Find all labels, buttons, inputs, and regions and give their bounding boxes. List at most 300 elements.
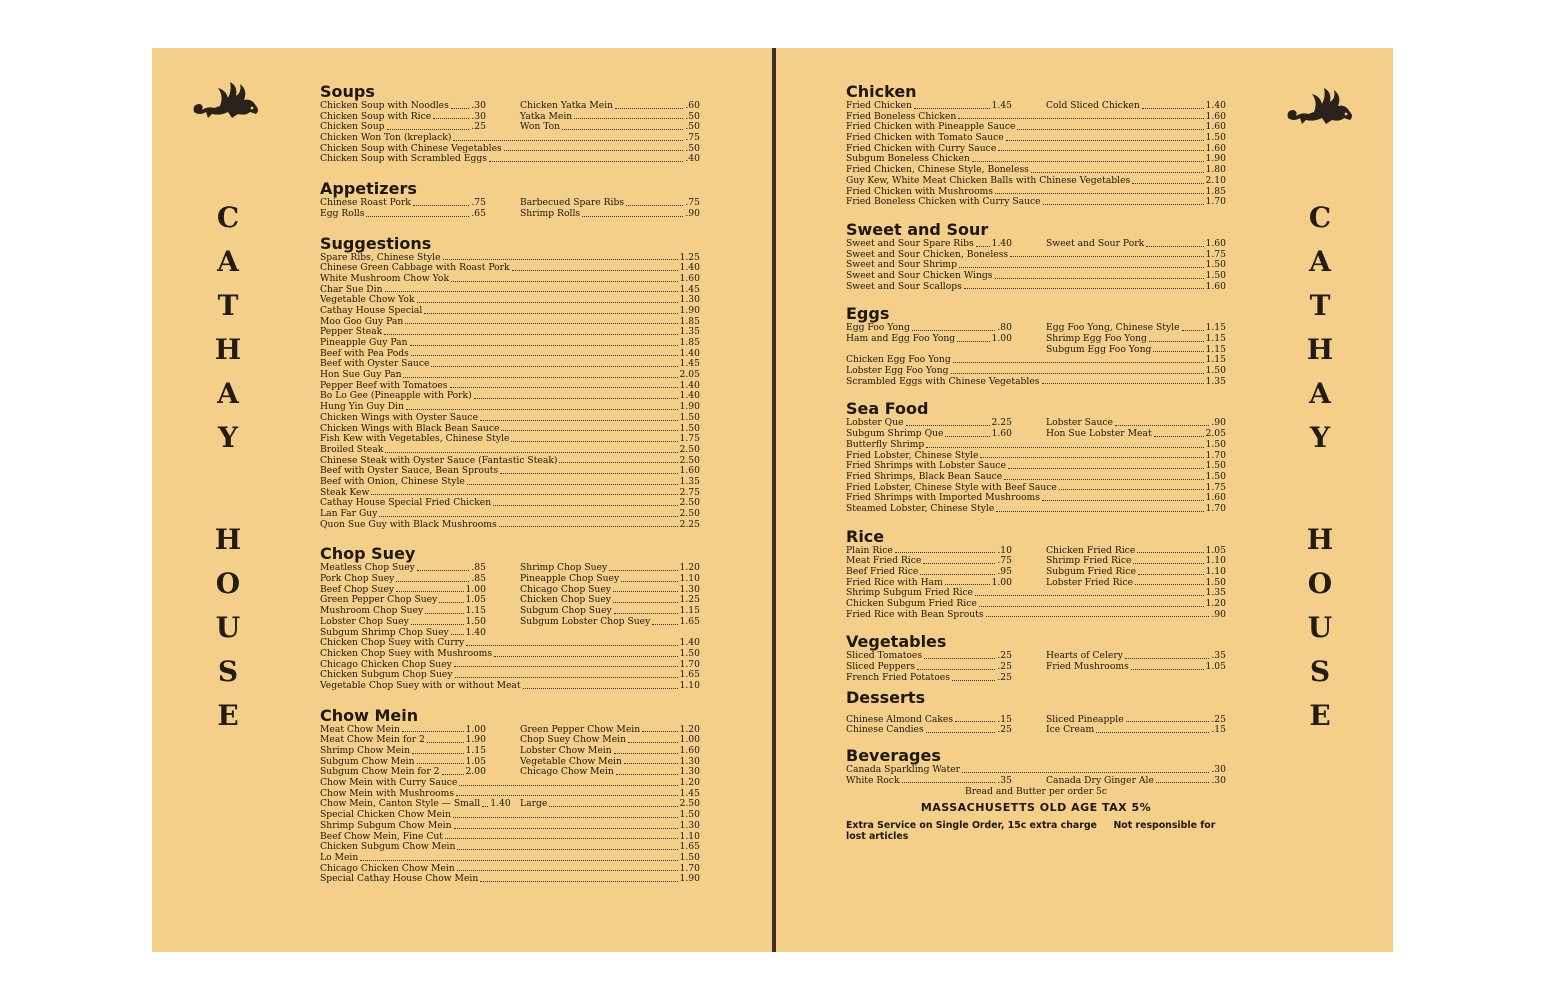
leader-dots bbox=[412, 746, 464, 754]
item-name: Chicken Won Ton (kreplack) bbox=[320, 132, 452, 144]
item-price: 1.45 bbox=[679, 358, 700, 370]
leader-dots bbox=[402, 725, 464, 733]
menu-row bbox=[846, 673, 1226, 684]
item-name: Subgum Shrimp Chop Suey bbox=[320, 626, 449, 638]
item-name: Chicago Chow Mein bbox=[520, 766, 614, 778]
item-price: 1.50 bbox=[465, 615, 486, 627]
item-price: 1.50 bbox=[679, 851, 700, 863]
menu-item bbox=[320, 853, 700, 864]
leader-dots bbox=[457, 864, 678, 872]
item-price: 1.50 bbox=[1205, 576, 1226, 588]
sea-food-section bbox=[846, 399, 1226, 514]
tax-note: MASSACHUSETTS OLD AGE TAX 5% bbox=[920, 801, 1152, 815]
item-price: 1.50 bbox=[1205, 438, 1226, 450]
title-letter: E bbox=[217, 699, 239, 732]
leader-dots bbox=[406, 402, 678, 410]
item-name: Steamed Lobster, Chinese Style bbox=[846, 502, 995, 514]
item-name: Cathay House Special bbox=[320, 304, 423, 316]
item-name: Chicken Egg Foo Yong bbox=[846, 354, 951, 366]
leader-dots bbox=[652, 617, 677, 625]
item-price: 1.60 bbox=[1205, 237, 1226, 249]
item-price: 1.50 bbox=[1205, 259, 1226, 271]
leader-dots bbox=[453, 810, 678, 818]
item-name: Sweet and Sour Spare Ribs bbox=[846, 237, 974, 249]
item-name: Ice Cream bbox=[1046, 724, 1095, 736]
menu-item bbox=[320, 821, 700, 832]
item-price: .85 bbox=[471, 573, 486, 585]
menu-row bbox=[846, 282, 1226, 293]
item-price: 1.85 bbox=[679, 337, 700, 348]
item-name: Subgum Egg Foo Yong bbox=[1046, 343, 1152, 355]
item-name: Vegetable Chow Yok bbox=[320, 294, 415, 306]
leader-dots bbox=[926, 725, 996, 733]
item-name: Cold Sliced Chicken bbox=[1046, 100, 1140, 111]
sweet-and-sour-section bbox=[846, 220, 1226, 292]
leader-dots bbox=[1137, 546, 1203, 554]
leader-dots bbox=[613, 585, 678, 593]
item-price: 1.60 bbox=[991, 428, 1012, 440]
item-price: 1.60 bbox=[1205, 280, 1226, 292]
item-price: 1.40 bbox=[679, 379, 700, 391]
section-title: Desserts bbox=[846, 687, 926, 707]
item-price: 1.70 bbox=[679, 658, 700, 670]
chow-mein-section bbox=[320, 706, 700, 885]
item-price: 1.15 bbox=[1205, 354, 1226, 366]
leader-dots bbox=[957, 334, 989, 342]
item-price: 1.45 bbox=[679, 283, 700, 295]
item-name: Egg Rolls bbox=[320, 207, 365, 219]
item-price: .85 bbox=[471, 562, 486, 574]
leader-dots bbox=[613, 595, 678, 603]
leader-dots bbox=[456, 789, 677, 797]
item-name: Lobster Fried Rice bbox=[1046, 576, 1134, 588]
item-price: 1.45 bbox=[991, 100, 1012, 111]
menu-row bbox=[846, 765, 1226, 776]
leader-dots bbox=[923, 556, 995, 564]
menu-item bbox=[320, 617, 486, 628]
item-price: 1.15 bbox=[679, 605, 700, 617]
leader-dots bbox=[443, 253, 678, 261]
item-price: .50 bbox=[685, 110, 700, 122]
section-title: Chop Suey bbox=[320, 544, 416, 564]
item-name: Lobster Egg Foo Yong bbox=[846, 365, 949, 377]
item-name: Fried Rice with Bean Sprouts bbox=[846, 608, 984, 620]
leader-dots bbox=[920, 567, 995, 575]
leader-dots bbox=[467, 477, 678, 485]
item-price: 1.40 bbox=[679, 262, 700, 274]
title-letter: A bbox=[217, 377, 239, 410]
leader-dots bbox=[512, 263, 678, 271]
item-name: Meatless Chop Suey bbox=[320, 562, 415, 574]
item-price: 2.05 bbox=[679, 369, 700, 381]
item-price: 1.50 bbox=[679, 411, 700, 423]
item-name: Chicken Soup with Scrambled Eggs bbox=[320, 153, 488, 165]
item-price: 2.10 bbox=[1205, 174, 1226, 186]
item-name: Fried Chicken, Chinese Style, Boneless bbox=[846, 164, 1029, 176]
lost-articles-note: Not responsible for lost articles bbox=[846, 820, 1216, 843]
leader-dots bbox=[1043, 197, 1204, 205]
item-price: 1.10 bbox=[679, 573, 700, 585]
title-letter: A bbox=[217, 245, 239, 278]
item-name: Green Pepper Chow Mein bbox=[520, 723, 641, 735]
title-letter: U bbox=[1307, 611, 1333, 644]
item-price: 1.75 bbox=[1205, 248, 1226, 260]
leader-dots bbox=[480, 413, 678, 421]
menu-row bbox=[320, 274, 700, 285]
item-price: 1.30 bbox=[679, 294, 700, 306]
section-title: Sea Food bbox=[846, 399, 929, 419]
item-name: Shrimp Subgum Fried Rice bbox=[846, 587, 973, 599]
leader-dots bbox=[1126, 715, 1210, 723]
item-price: 1.00 bbox=[465, 723, 486, 735]
item-price: 1.00 bbox=[991, 576, 1012, 588]
title-letter: S bbox=[1309, 655, 1331, 688]
menu-item bbox=[320, 842, 700, 853]
menu-items bbox=[320, 253, 700, 531]
leader-dots bbox=[924, 651, 995, 659]
leader-dots bbox=[459, 778, 677, 786]
item-price: .25 bbox=[997, 724, 1012, 736]
menu-item bbox=[1046, 662, 1226, 673]
item-name: Large bbox=[520, 798, 548, 810]
item-price: .25 bbox=[1211, 713, 1226, 725]
dragon-right-icon bbox=[1284, 82, 1358, 126]
item-price: .10 bbox=[997, 544, 1012, 556]
dragon-left-icon bbox=[190, 76, 264, 120]
item-name: Subgum Fried Rice bbox=[1046, 566, 1136, 577]
item-price: 1.00 bbox=[991, 333, 1012, 344]
item-name: Chicken Wings with Oyster Sauce bbox=[320, 411, 479, 423]
leader-dots bbox=[953, 355, 1204, 363]
leader-dots bbox=[371, 488, 677, 496]
title-letter: Y bbox=[1310, 421, 1330, 454]
menu-row bbox=[846, 334, 1226, 345]
leader-dots bbox=[628, 735, 678, 743]
menu-items bbox=[320, 101, 700, 165]
item-name: Lan Far Guy bbox=[320, 508, 378, 519]
item-price: 1.60 bbox=[1205, 142, 1226, 154]
item-price: 1.90 bbox=[1205, 153, 1226, 165]
leader-dots bbox=[1146, 239, 1203, 247]
menu-items bbox=[846, 651, 1226, 683]
item-price: 1.90 bbox=[465, 734, 486, 746]
leader-dots bbox=[1006, 133, 1204, 141]
title-letter: H bbox=[214, 523, 242, 556]
leader-dots bbox=[425, 606, 463, 614]
item-name: Won Ton bbox=[520, 121, 561, 133]
leader-dots bbox=[996, 504, 1203, 512]
leader-dots bbox=[396, 585, 463, 593]
item-price: .75 bbox=[471, 197, 486, 209]
item-name: Subgum Chop Suey bbox=[520, 605, 612, 617]
item-price: .35 bbox=[1211, 650, 1226, 662]
item-price: 1.65 bbox=[679, 669, 700, 681]
item-price: 1.20 bbox=[679, 562, 700, 574]
section-title: Chicken bbox=[846, 82, 917, 101]
item-name: Vegetable Chop Suey with or without Meat bbox=[320, 679, 521, 691]
menu-items bbox=[846, 715, 1226, 736]
item-name: Fried Chicken with Mushrooms bbox=[846, 185, 993, 197]
leader-dots bbox=[964, 282, 1204, 290]
item-price: 1.50 bbox=[679, 809, 700, 821]
leader-dots bbox=[454, 821, 678, 829]
item-price: 1.70 bbox=[679, 862, 700, 874]
item-price: 1.35 bbox=[1205, 587, 1226, 599]
leader-dots bbox=[453, 133, 683, 141]
leader-dots bbox=[1125, 651, 1209, 659]
item-name: Subgum Chow Mein for 2 bbox=[320, 766, 440, 778]
item-price: 1.35 bbox=[679, 326, 700, 338]
leader-dots bbox=[413, 198, 470, 206]
leader-dots bbox=[500, 466, 677, 474]
item-name: Meat Fried Rice bbox=[846, 555, 922, 567]
item-price: 1.30 bbox=[679, 583, 700, 595]
leader-dots bbox=[549, 799, 677, 807]
item-name: Subgum Shrimp Que bbox=[846, 428, 944, 440]
menu-item bbox=[846, 725, 1012, 736]
bread-note: Bread and Butter per order 5c bbox=[964, 786, 1108, 798]
leader-dots bbox=[387, 122, 470, 130]
right-menu-column bbox=[846, 82, 1226, 842]
leader-dots bbox=[445, 832, 678, 840]
menu-item bbox=[320, 681, 700, 692]
desserts-section bbox=[846, 688, 1226, 736]
leader-dots bbox=[405, 317, 677, 325]
vegetables-section bbox=[846, 632, 1226, 683]
leader-dots bbox=[1153, 345, 1203, 353]
item-name: Chow Mein with Curry Sauce bbox=[320, 777, 458, 789]
item-price: 1.15 bbox=[1205, 322, 1226, 334]
leader-dots bbox=[433, 112, 469, 120]
leader-dots bbox=[451, 101, 470, 109]
menu-item bbox=[1046, 239, 1226, 250]
menu-item bbox=[1046, 429, 1226, 440]
eggs-section bbox=[846, 304, 1226, 387]
item-price: 1.35 bbox=[679, 475, 700, 487]
item-price: 1.60 bbox=[679, 745, 700, 756]
item-name: Special Cathay House Chow Mein bbox=[320, 873, 479, 885]
menu-items bbox=[846, 765, 1226, 786]
leader-dots bbox=[955, 715, 995, 723]
item-name: Chicken Soup with Rice bbox=[320, 110, 432, 122]
leader-dots bbox=[511, 434, 677, 442]
menu-item bbox=[320, 274, 700, 285]
leader-dots bbox=[499, 520, 678, 528]
item-name: Subgum Boneless Chicken bbox=[846, 153, 970, 165]
item-name: Hon Sue Guy Pan bbox=[320, 369, 402, 381]
leader-dots bbox=[493, 498, 677, 506]
menu-row bbox=[320, 198, 700, 209]
item-price: 1.20 bbox=[679, 723, 700, 735]
leader-dots bbox=[1008, 461, 1204, 469]
item-price: .30 bbox=[1211, 774, 1226, 786]
item-price: 1.50 bbox=[1205, 460, 1226, 472]
menu-items bbox=[846, 101, 1226, 208]
leader-dots bbox=[979, 599, 1204, 607]
item-name: Fried Rice with Ham bbox=[846, 576, 943, 588]
item-name: Spare Ribs, Chinese Style bbox=[320, 251, 441, 263]
leader-dots bbox=[466, 638, 677, 646]
leader-dots bbox=[895, 546, 996, 554]
item-price: 1.30 bbox=[679, 755, 700, 767]
menu-row bbox=[320, 154, 700, 165]
item-name: Chow Mein, Canton Style — Small bbox=[320, 798, 481, 810]
leader-dots bbox=[958, 112, 1203, 120]
item-price: 1.60 bbox=[679, 465, 700, 477]
item-name: Fried Shrimps with Imported Mushrooms bbox=[846, 492, 1040, 504]
leader-dots bbox=[403, 370, 677, 378]
page-fold bbox=[772, 48, 776, 952]
leader-dots bbox=[914, 101, 990, 109]
leader-dots bbox=[482, 799, 488, 807]
title-letter: H bbox=[214, 333, 242, 366]
leader-dots bbox=[360, 853, 677, 861]
item-price: 2.75 bbox=[679, 486, 700, 498]
leader-dots bbox=[995, 271, 1204, 279]
item-name: Fried Shrimps with Lobster Sauce bbox=[846, 460, 1006, 472]
section-title: Vegetables bbox=[846, 632, 947, 652]
title-letter: T bbox=[217, 289, 239, 322]
item-price: 1.20 bbox=[679, 777, 700, 789]
item-name: French Fried Potatoes bbox=[846, 671, 950, 683]
leader-dots bbox=[431, 359, 677, 367]
leader-dots bbox=[614, 746, 678, 754]
leader-dots bbox=[1042, 377, 1204, 385]
leader-dots bbox=[1042, 493, 1204, 501]
item-name: Chicken Chop Suey with Curry bbox=[320, 637, 465, 649]
item-price: 2.50 bbox=[679, 454, 700, 466]
leader-dots bbox=[945, 578, 990, 586]
item-price: 2.50 bbox=[679, 443, 700, 455]
item-price: .35 bbox=[997, 774, 1012, 786]
leader-dots bbox=[1132, 176, 1203, 184]
item-price: 1.30 bbox=[679, 819, 700, 831]
leader-dots bbox=[995, 187, 1204, 195]
menu-item bbox=[846, 472, 1226, 483]
menu-items bbox=[846, 239, 1226, 292]
leader-dots bbox=[1182, 323, 1204, 331]
leader-dots bbox=[417, 563, 470, 571]
leader-dots bbox=[1115, 418, 1209, 426]
item-name: Beef with Onion, Chinese Style bbox=[320, 475, 465, 487]
menu-item bbox=[846, 334, 1012, 345]
menu-items bbox=[846, 418, 1226, 514]
leader-dots bbox=[986, 610, 1210, 618]
item-price: 1.40 bbox=[991, 237, 1012, 249]
title-letter: S bbox=[217, 655, 239, 688]
leader-dots bbox=[1138, 567, 1204, 575]
item-price: 2.50 bbox=[679, 798, 700, 810]
item-price: 1.60 bbox=[1205, 492, 1226, 504]
item-name: White Rock bbox=[846, 774, 900, 786]
menu-item bbox=[520, 122, 700, 133]
item-name: Chicken Soup bbox=[320, 121, 385, 133]
item-name: Chicago Chop Suey bbox=[520, 583, 611, 595]
item-price: 2.50 bbox=[679, 508, 700, 519]
leader-dots bbox=[1133, 556, 1203, 564]
item-name: Pineapple Chop Suey bbox=[520, 573, 620, 585]
title-letter: E bbox=[1309, 699, 1331, 732]
leader-dots bbox=[1142, 101, 1204, 109]
section-title: Rice bbox=[846, 526, 885, 546]
item-name: Hearts of Celery bbox=[1046, 650, 1123, 662]
leader-dots bbox=[917, 662, 995, 670]
leader-dots bbox=[396, 574, 469, 582]
menu-item bbox=[846, 282, 1226, 293]
item-name: Pepper Steak bbox=[320, 326, 383, 338]
leader-dots bbox=[450, 381, 678, 389]
item-price: .90 bbox=[1211, 608, 1226, 620]
item-name: Pork Chop Suey bbox=[320, 573, 395, 585]
leader-dots bbox=[624, 757, 678, 765]
item-price: .75 bbox=[997, 555, 1012, 567]
item-name: Sweet and Sour Scallops bbox=[846, 280, 962, 292]
item-price: .40 bbox=[685, 153, 700, 165]
menu-item bbox=[320, 498, 700, 509]
item-price: 1.75 bbox=[1205, 481, 1226, 493]
title-letter: T bbox=[1309, 289, 1331, 322]
leader-dots bbox=[523, 681, 678, 689]
title-letter: H bbox=[1306, 523, 1334, 556]
item-price: 2.50 bbox=[679, 497, 700, 509]
item-name: Chicken Chop Suey with Mushrooms bbox=[320, 647, 493, 659]
leader-dots bbox=[615, 101, 683, 109]
item-price: 2.25 bbox=[991, 417, 1012, 429]
item-price: .95 bbox=[997, 566, 1012, 577]
item-price: 1.00 bbox=[465, 583, 486, 595]
menu-row bbox=[846, 176, 1226, 187]
item-name: Meat Chow Mein bbox=[320, 723, 400, 735]
menu-item bbox=[320, 445, 700, 456]
item-name: Shrimp Rolls bbox=[520, 207, 581, 219]
footer-notes bbox=[846, 820, 1226, 842]
item-price: 1.50 bbox=[1205, 132, 1226, 144]
item-price: 1.35 bbox=[1205, 375, 1226, 387]
menu-item bbox=[320, 413, 700, 424]
menu-items bbox=[320, 198, 700, 219]
menu-item bbox=[846, 673, 1012, 684]
title-letter: H bbox=[1306, 333, 1334, 366]
item-name: Sweet and Sour Pork bbox=[1046, 237, 1145, 249]
item-price: 1.50 bbox=[679, 422, 700, 434]
item-name: Subgum Chow Mein bbox=[320, 755, 415, 767]
item-price: 1.15 bbox=[1205, 333, 1226, 344]
item-name: Chicken Subgum Chop Suey bbox=[320, 669, 453, 681]
item-name: Fish Kew with Vegetables, Chinese Style bbox=[320, 433, 510, 445]
chop-suey-section bbox=[320, 544, 700, 691]
item-price: .90 bbox=[1211, 417, 1226, 429]
item-name: Fried Chicken bbox=[846, 100, 912, 111]
leader-dots bbox=[912, 323, 996, 331]
item-price: 1.65 bbox=[679, 615, 700, 627]
item-name: Guy Kew, White Meat Chicken Balls with Chinese Vegetables bbox=[846, 174, 1131, 186]
leader-dots bbox=[424, 306, 677, 314]
item-name: Subgum Lobster Chop Suey bbox=[520, 615, 651, 627]
item-price: .15 bbox=[1211, 724, 1226, 736]
item-price: .15 bbox=[997, 713, 1012, 725]
title-letter: A bbox=[1309, 245, 1331, 278]
item-name: Barbecued Spare Ribs bbox=[520, 197, 625, 209]
leader-dots bbox=[1154, 429, 1204, 437]
item-price: 1.85 bbox=[1205, 185, 1226, 197]
leader-dots bbox=[474, 391, 678, 399]
item-name: Beef Fried Rice bbox=[846, 566, 919, 577]
item-price: 1.40 bbox=[679, 390, 700, 402]
leader-dots bbox=[454, 660, 678, 668]
leader-dots bbox=[442, 767, 464, 775]
menu-items bbox=[320, 725, 700, 885]
item-price: 1.45 bbox=[679, 787, 700, 799]
